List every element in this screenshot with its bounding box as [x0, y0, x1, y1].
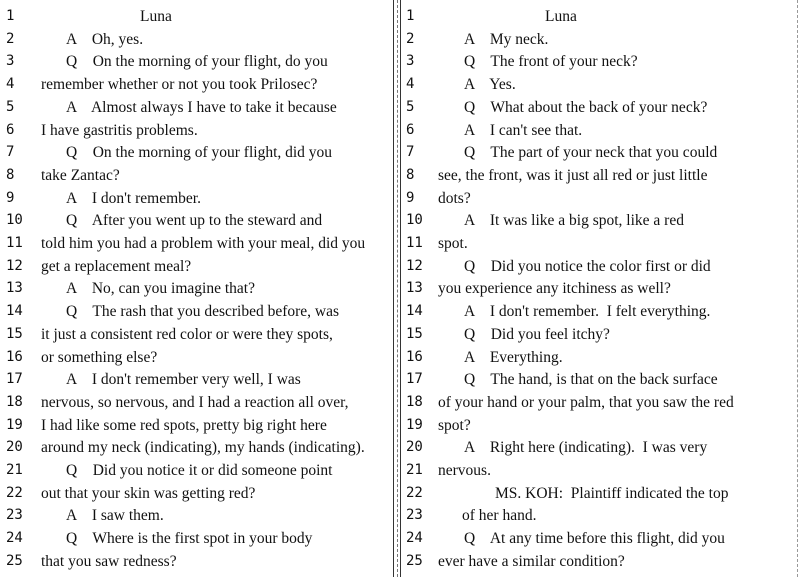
line-number: 11: [6, 235, 23, 251]
transcript-text: A Right here (indicating). I was very: [464, 439, 708, 457]
transcript-text: or something else?: [41, 348, 158, 366]
transcript-line: [400, 255, 800, 278]
line-number: 22: [6, 484, 23, 501]
line-number: 7: [406, 144, 415, 161]
transcript-line: [400, 232, 800, 255]
left-transcript-page: [0, 0, 393, 577]
transcript-text: of your hand or your palm, that you saw the red: [438, 393, 734, 411]
transcript-text: Q After you went up to the steward and: [66, 212, 323, 230]
line-number: 21: [6, 462, 23, 478]
line-number: 2: [406, 30, 415, 47]
transcript-line: [400, 28, 800, 51]
transcript-line: [0, 527, 393, 550]
line-number: 18: [6, 393, 23, 410]
transcript-text: A It was like a big spot, like a red: [464, 212, 684, 230]
line-number: 25: [6, 552, 23, 569]
transcript-line: [0, 482, 393, 505]
line-number: 23: [406, 507, 423, 524]
transcript-text: I have gastritis problems.: [41, 121, 198, 139]
transcript-line: [400, 368, 800, 391]
transcript-text: A I don't remember very well, I was: [66, 371, 301, 389]
line-number: 5: [6, 98, 15, 115]
transcript-line: [400, 300, 800, 323]
transcript-text: Q On the morning of your flight, did you: [66, 144, 333, 162]
line-number: 17: [406, 371, 423, 388]
line-number: 23: [6, 507, 23, 524]
transcript-text: that you saw redness?: [41, 552, 177, 570]
transcript-line: [400, 527, 800, 550]
transcript-text: Q The part of your neck that you could: [464, 144, 718, 162]
transcript-text: A No, can you imagine that?: [66, 280, 255, 298]
line-number: 3: [6, 53, 15, 70]
transcript-text: Q Did you notice the color first or did: [464, 257, 711, 275]
line-number: 13: [406, 280, 423, 297]
page-divider: [393, 0, 394, 577]
transcript-line: [400, 50, 800, 73]
transcript-line: [0, 96, 393, 119]
transcript-line: [400, 414, 800, 437]
line-number: 10: [406, 212, 423, 229]
transcript-text: A I can't see that.: [464, 121, 583, 139]
transcript-line: [0, 141, 393, 164]
transcript-line: [0, 73, 393, 96]
transcript-line: [0, 504, 393, 527]
transcript-line: [0, 255, 393, 278]
transcript-line: [0, 28, 393, 51]
line-number: 14: [6, 303, 23, 320]
transcript-text: Q Did you notice it or did someone point: [66, 462, 333, 479]
transcript-line: [400, 73, 800, 96]
transcript-text: I had like some red spots, pretty big right here: [41, 416, 327, 434]
line-number: 7: [6, 144, 15, 161]
transcript-text: A I don't remember. I felt everything.: [464, 303, 711, 321]
transcript-text: Q What about the back of your neck?: [464, 98, 708, 116]
line-number: 14: [406, 303, 423, 320]
line-number: 18: [406, 393, 423, 410]
transcript-text: Q The rash that you described before, was: [66, 303, 340, 321]
transcript-text: of her hand.: [462, 507, 537, 525]
transcript-text: A I don't remember.: [66, 189, 201, 207]
transcript-line: [400, 346, 800, 369]
transcript-line: [400, 459, 800, 482]
transcript-text: A I saw them.: [66, 507, 164, 525]
transcript-text: you experience any itchiness as well?: [438, 280, 671, 298]
line-number: 9: [406, 189, 415, 206]
transcript-line: [0, 164, 393, 187]
line-number: 8: [406, 166, 415, 183]
transcript-line: [0, 459, 393, 482]
transcript-text: A Oh, yes.: [66, 30, 144, 48]
line-number: 4: [6, 76, 15, 93]
line-number: 9: [6, 189, 15, 206]
transcript-text: A Everything.: [464, 348, 563, 366]
line-number: 24: [6, 530, 23, 547]
transcript-text: nervous, so nervous, and I had a reaction all over,: [41, 393, 349, 411]
line-number: 12: [6, 257, 23, 274]
transcript-line: [400, 119, 800, 142]
transcript-text: Q Where is the first spot in your body: [66, 530, 313, 548]
line-number: 15: [6, 325, 23, 342]
page-header-name: Luna: [545, 8, 577, 25]
line-number: 20: [406, 439, 423, 456]
line-number: 6: [6, 121, 15, 138]
transcript-line: [400, 141, 800, 164]
transcript-text: spot?: [438, 416, 471, 434]
line-number: 17: [6, 371, 23, 388]
line-number: 16: [6, 348, 23, 365]
transcript-text: MS. KOH: Plaintiff indicated the top: [495, 484, 729, 502]
transcript-line: [400, 504, 800, 527]
transcript-line: [0, 187, 393, 210]
transcript-line: [400, 436, 800, 459]
transcript-line: [0, 209, 393, 232]
line-number: 1: [6, 8, 15, 24]
transcript-line: [400, 277, 800, 300]
line-number: 25: [406, 552, 423, 569]
transcript-line: [0, 232, 393, 255]
line-number: 4: [406, 76, 415, 93]
line-number: 22: [406, 484, 423, 501]
line-number: 20: [6, 439, 23, 456]
transcript-line: [400, 164, 800, 187]
line-number: 11: [406, 235, 423, 251]
page-header-name: Luna: [140, 8, 172, 25]
right-transcript-page: [400, 0, 800, 577]
transcript-line: [400, 482, 800, 505]
line-number: 12: [406, 257, 423, 274]
transcript-text: Q Did you feel itchy?: [464, 325, 610, 343]
transcript-line: [0, 300, 393, 323]
line-number: 8: [6, 166, 15, 183]
transcript-line: [0, 323, 393, 346]
transcript-text: told him you had a problem with your meal, did you: [41, 235, 366, 252]
line-number: 19: [406, 416, 423, 433]
transcript-text: spot.: [438, 235, 468, 252]
transcript-line: [400, 209, 800, 232]
line-number: 16: [406, 348, 423, 365]
transcript-text: A My neck.: [464, 30, 549, 48]
transcript-line: [400, 96, 800, 119]
transcript-text: Q At any time before this flight, did you: [464, 530, 725, 548]
line-number: 15: [406, 325, 423, 342]
line-number: 6: [406, 121, 415, 138]
transcript-text: see, the front, was it just all red or just little: [438, 166, 708, 184]
transcript-text: Q The front of your neck?: [464, 53, 638, 71]
transcript-line: [400, 187, 800, 210]
transcript-line: [0, 550, 393, 573]
transcript-line: [0, 5, 393, 28]
transcript-text: around my neck (indicating), my hands (indicating).: [41, 439, 365, 457]
transcript-line: [400, 323, 800, 346]
transcript-text: take Zantac?: [41, 166, 120, 184]
transcript-line: [0, 414, 393, 437]
transcript-text: remember whether or not you took Prilosec?: [41, 76, 318, 94]
line-number: 19: [6, 416, 23, 433]
transcript-text: ever have a similar condition?: [438, 552, 625, 570]
transcript-line: [0, 436, 393, 459]
line-number: 24: [406, 530, 423, 547]
transcript-text: nervous.: [438, 462, 491, 479]
transcript-text: Q The hand, is that on the back surface: [464, 371, 718, 389]
line-number: 10: [6, 212, 23, 229]
line-number: 1: [406, 8, 415, 24]
transcript-line: [400, 5, 800, 28]
transcript-text: get a replacement meal?: [41, 257, 192, 275]
transcript-line: [0, 277, 393, 300]
line-number: 5: [406, 98, 415, 115]
transcript-line: [0, 368, 393, 391]
transcript-text: A Almost always I have to take it because: [66, 98, 337, 116]
line-number: 13: [6, 280, 23, 297]
transcript-text: out that your skin was getting red?: [41, 484, 256, 502]
transcript-text: it just a consistent red color or were they spots,: [41, 325, 333, 343]
transcript-text: dots?: [438, 189, 471, 207]
transcript-line: [0, 346, 393, 369]
transcript-text: Q On the morning of your flight, do you: [66, 53, 328, 71]
transcript-text: A Yes.: [464, 76, 516, 94]
transcript-line: [0, 391, 393, 414]
page-divider-dashed: [397, 0, 398, 577]
line-number: 3: [406, 53, 415, 70]
transcript-line: [0, 119, 393, 142]
transcript-line: [400, 550, 800, 573]
page-edge: [797, 0, 798, 577]
transcript-line: [400, 391, 800, 414]
line-number: 2: [6, 30, 15, 47]
transcript-line: [0, 50, 393, 73]
line-number: 21: [406, 462, 423, 478]
